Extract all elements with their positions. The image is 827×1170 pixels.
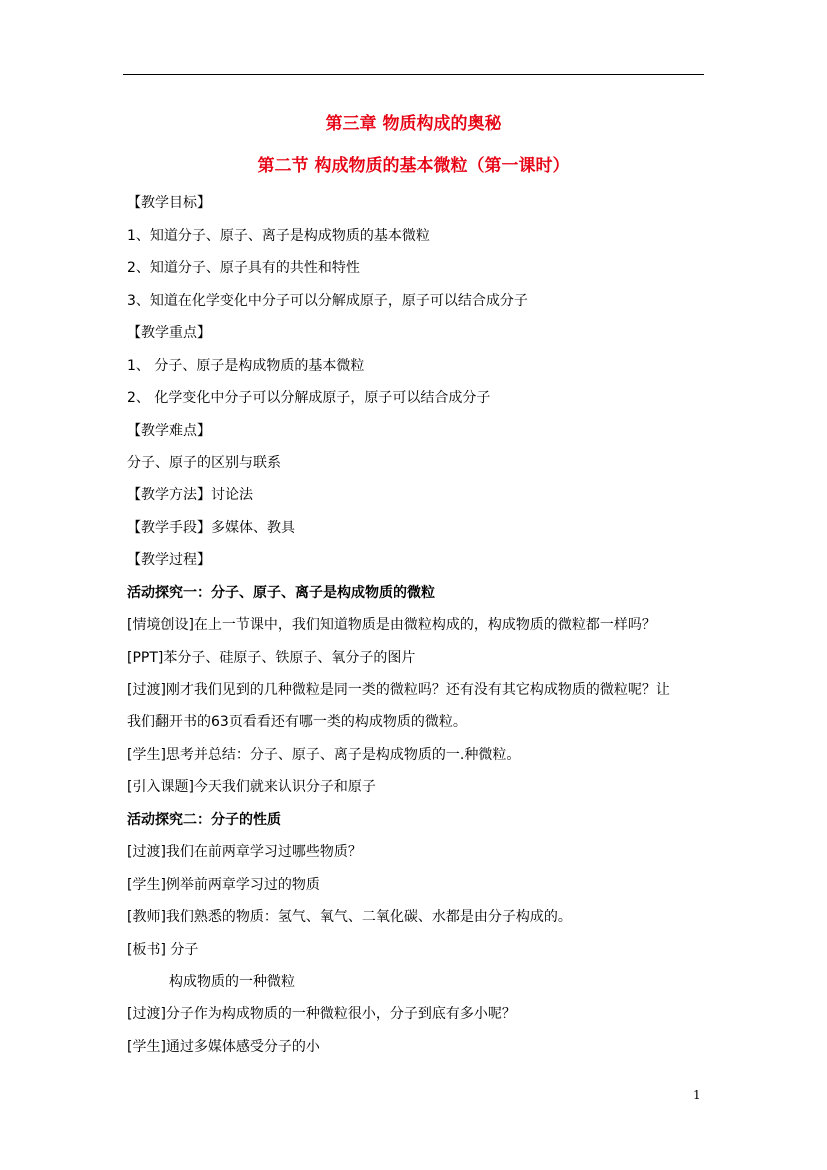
heading-difficulties: 【教学难点】 [127,423,211,439]
process-line: [学生]通过多媒体感受分子的小 [127,1039,320,1055]
objective-1: 1、知道分子、原子、离子是构成物质的基本微粒 [127,228,430,244]
teaching-means: 【教学手段】多媒体、教具 [127,520,295,536]
teaching-method: 【教学方法】讨论法 [127,487,253,503]
heading-process: 【教学过程】 [127,552,211,568]
heading-objectives: 【教学目标】 [127,195,211,211]
activity-2-heading: 活动探究二：分子的性质 [127,812,281,828]
heading-key-points: 【教学重点】 [127,325,211,341]
key-point-1: 1、 分子、原子是构成物质的基本微粒 [127,358,365,374]
difficulty-1: 分子、原子的区别与联系 [127,455,281,471]
process-line: [情境创设]在上一节课中，我们知道物质是由微粒构成的，构成物质的微粒都一样吗？ [127,617,656,633]
process-line: [板书] 分子 [127,942,199,958]
objective-2: 2、知道分子、原子具有的共性和特性 [127,260,360,276]
process-line: [引入课题]今天我们就来认识分子和原子 [127,779,376,795]
objective-3: 3、知道在化学变化中分子可以分解成原子，原子可以结合成分子 [127,293,528,309]
process-line: 我们翻开书的63页看看还有哪一类的构成物质的微粒。 [127,714,467,730]
section-title: 第二节 构成物质的基本微粒（第一课时） [257,156,570,176]
process-line: [过渡]分子作为构成物质的一种微粒很小，分子到底有多小呢？ [127,1006,516,1022]
header-rule [123,74,704,75]
process-line: [过渡]我们在前两章学习过哪些物质？ [127,844,362,860]
process-line: [教师]我们熟悉的物质：氢气、氧气、二氧化碳、水都是由分子构成的。 [127,909,572,925]
activity-1-heading: 活动探究一：分子、原子、离子是构成物质的微粒 [127,585,435,601]
process-line: [过渡]刚才我们见到的几种微粒是同一类的微粒吗？还有没有其它构成物质的微粒呢？让 [127,682,670,698]
board-note: 构成物质的一种微粒 [169,974,295,990]
process-line: [学生]思考并总结：分子、原子、离子是构成物质的一.种微粒。 [127,747,521,763]
page-number: 1 [693,1088,701,1102]
key-point-2: 2、 化学变化中分子可以分解成原子，原子可以结合成分子 [127,390,491,406]
chapter-title: 第三章 物质构成的奥秘 [325,114,502,134]
process-line: [PPT]苯分子、硅原子、铁原子、氧分子的图片 [127,650,416,666]
process-line: [学生]例举前两章学习过的物质 [127,877,320,893]
